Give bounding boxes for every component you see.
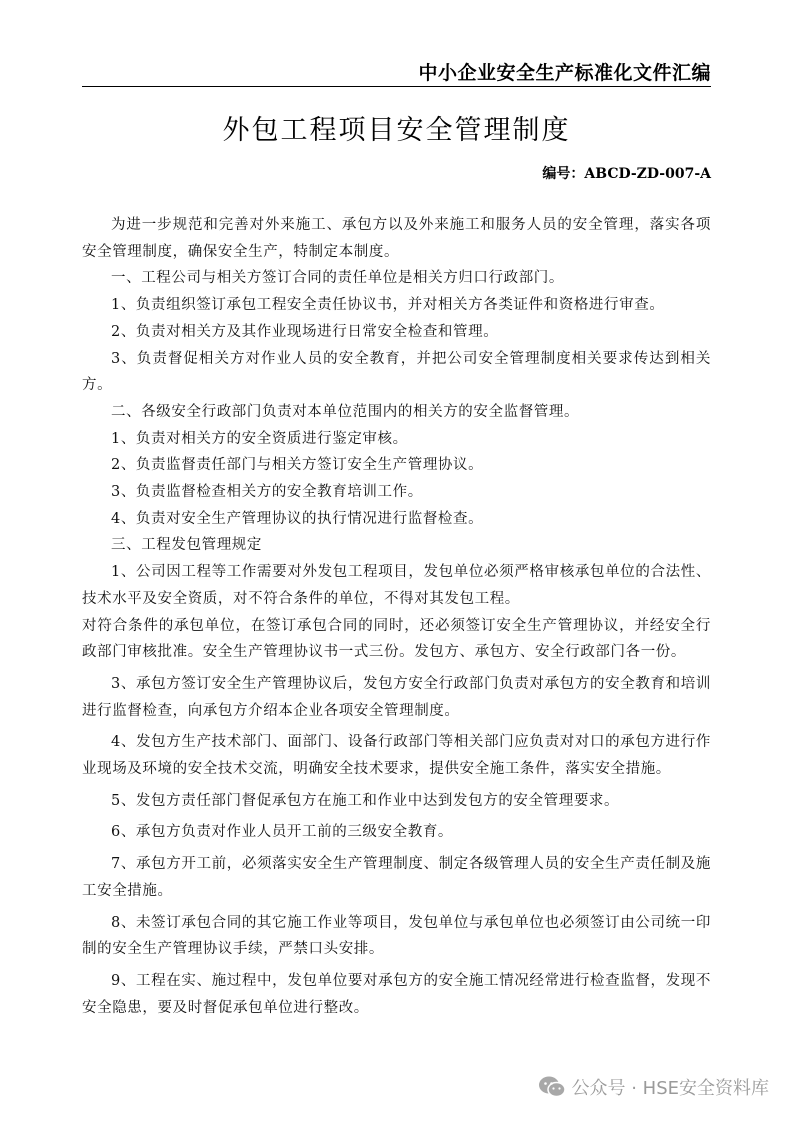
paragraph: 三、工程发包管理规定 [111, 537, 262, 554]
collection-title: 中小企业安全生产标准化文件汇编 [418, 62, 711, 84]
watermark-text: 公众号 · HSE安全资料库 [571, 1078, 769, 1099]
paragraph: 5、发包方责任部门督促承包方在施工和作业中达到发包方的安全管理要求。 [111, 792, 620, 809]
paragraph: 2、负责监督责任部门与相关方签订安全生产管理协议。 [111, 457, 484, 474]
paragraph: 3、负责督促相关方对作业人员的安全教育，并把公司安全管理制度相关要求传达到相关方。 [82, 350, 711, 394]
document-number: 编号：ABCD-ZD-007-A [542, 166, 711, 182]
paragraph: 4、负责对安全生产管理协议的执行情况进行监督检查。 [111, 510, 484, 527]
paragraph: 为进一步规范和完善对外来施工、承包方以及外来施工和服务人员的安全管理，落实各项安全管理制度，确保安全生产，特制定本制度。 [82, 217, 711, 260]
paragraph: 2、负责对相关方及其作业现场进行日常安全检查和管理。 [111, 323, 499, 340]
paragraph: 4、发包方生产技术部门、面部门、设备行政部门等相关部门应负责对对口的承包方进行作业现场及环境的安全技术交流，明确安全技术要求，提供安全施工条件，落实安全措施。 [82, 734, 711, 778]
paragraph: 1、负责对相关方的安全资质进行鉴定审核。 [111, 430, 408, 447]
document-body [82, 212, 711, 1021]
paragraph: 3、负责监督检查相关方的安全教育培训工作。 [111, 484, 423, 501]
header-divider [82, 86, 711, 87]
paragraph: 3、承包方签订安全生产管理协议后，发包方安全行政部门负责对承包方的安全教育和培训进行监督检查，向承包方介绍本企业各项安全管理制度。 [82, 675, 711, 719]
paragraph: 7、承包方开工前，必须落实安全生产管理制度、制定各级管理人员的安全生产责任制及施工安全措施。 [82, 856, 711, 899]
paragraph: 8、未签订承包合同的其它施工作业等项目，发包单位与承包单位也必须签订由公司统一印制的安全生产管理协议手续，严禁口头安排。 [82, 914, 711, 958]
paragraph: 6、承包方负责对作业人员开工前的三级安全教育。 [111, 824, 454, 841]
paragraph: 1、负责组织签订承包工程安全责任协议书，并对相关方各类证件和资格进行审查。 [111, 297, 665, 314]
document-title: 外包工程项目安全管理制度 [222, 115, 571, 146]
paragraph: 1、公司因工程等工作需要对外发包工程项目，发包单位必须严格审核承包单位的合法性、技术水平及安全资质，对不符合条件的单位，不得对其发包工程。 [82, 564, 711, 607]
paragraph: 一、工程公司与相关方签订合同的责任单位是相关方归口行政部门。 [111, 270, 564, 287]
paragraph: 对符合条件的承包单位，在签订承包合同的同时，还必须签订安全生产管理协议，并经安全行政部门审核批准。安全生产管理协议书一式三份。发包方、承包方、安全行政部门各一份。 [82, 617, 711, 661]
wechat-icon [538, 1075, 566, 1099]
watermark [538, 1074, 770, 1100]
paragraph: 二、各级安全行政部门负责对本单位范围内的相关方的安全监督管理。 [111, 403, 580, 420]
paragraph: 9、工程在实、施过程中，发包单位要对承包方的安全施工情况经常进行检查监督，发现不安全隐患，要及时督促承包单位进行整改。 [82, 972, 711, 1016]
